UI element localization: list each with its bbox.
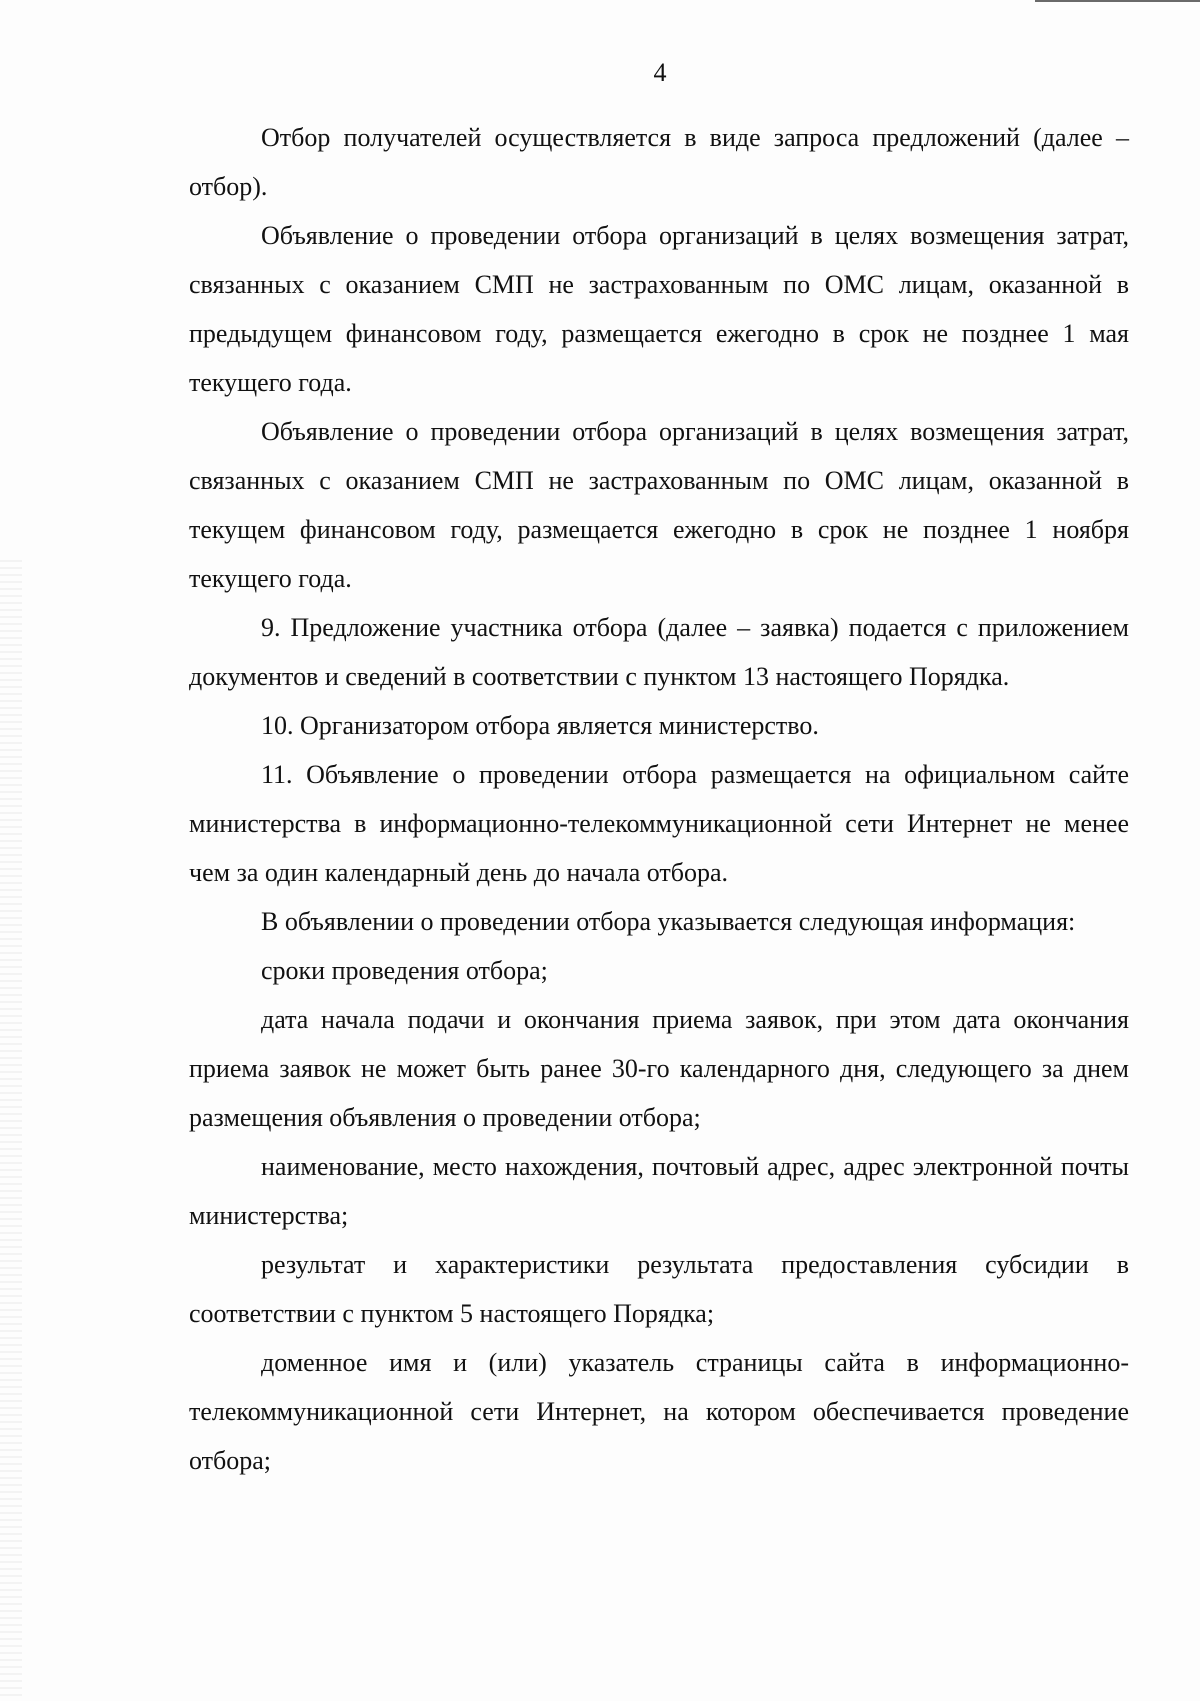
paragraph-item-10: 10. Организатором отбора является министерство. xyxy=(261,711,819,740)
page-number: 4 xyxy=(653,58,667,87)
paragraph-item-11: 11. Объявление о проведении отбора размещается на официальном сайте министерства в информационно-телекоммуникационной сети Интернет не менее чем за один календарный день до начала отбора. xyxy=(189,760,1129,887)
paragraph-announcement-previous-year: Объявление о проведении отбора организаций в целях возмещения затрат, связанных с оказанием СМП не застрахованным по ОМС лицам, оказанной в предыдущем финансовом году, размещается ежегодно в срок не позднее 1 мая текущего года. xyxy=(189,221,1129,397)
list-item-application-dates: дата начала подачи и окончания приема заявок, при этом дата окончания приема заявок не может быть ранее 30-го календарного дня, следующего за днем размещения объявления о проведении отбора; xyxy=(189,1005,1129,1132)
list-item-selection-dates: сроки проведения отбора; xyxy=(261,956,548,985)
paragraph-announcement-current-year: Объявление о проведении отбора организаций в целях возмещения затрат, связанных с оказанием СМП не застрахованным по ОМС лицам, оказанной в текущем финансовом году, размещается ежегодно в срок не позднее 1 ноября текущего года. xyxy=(189,417,1129,593)
paragraph-selection-form: Отбор получателей осуществляется в виде запроса предложений (далее – отбор). xyxy=(189,123,1129,201)
paragraph-announcement-contents: В объявлении о проведении отбора указывается следующая информация: xyxy=(261,907,1076,936)
list-item-website: доменное имя и (или) указатель страницы сайта в информационно-телекоммуникационной сети Интернет, на котором обеспечивается проведение отбора; xyxy=(189,1348,1129,1475)
list-item-subsidy-result: результат и характеристики результата предоставления субсидии в соответствии с пунктом 5 настоящего Порядка; xyxy=(189,1250,1129,1328)
paragraph-item-9: 9. Предложение участника отбора (далее – заявка) подается с приложением документов и сведений в соответствии с пунктом 13 настоящего Порядка. xyxy=(189,613,1129,691)
list-item-ministry-contacts: наименование, место нахождения, почтовый адрес, адрес электронной почты министерства; xyxy=(189,1152,1129,1230)
document-body xyxy=(189,113,1129,1485)
scan-edge-shadow xyxy=(0,560,22,1700)
top-edge-rule xyxy=(1035,0,1200,2)
